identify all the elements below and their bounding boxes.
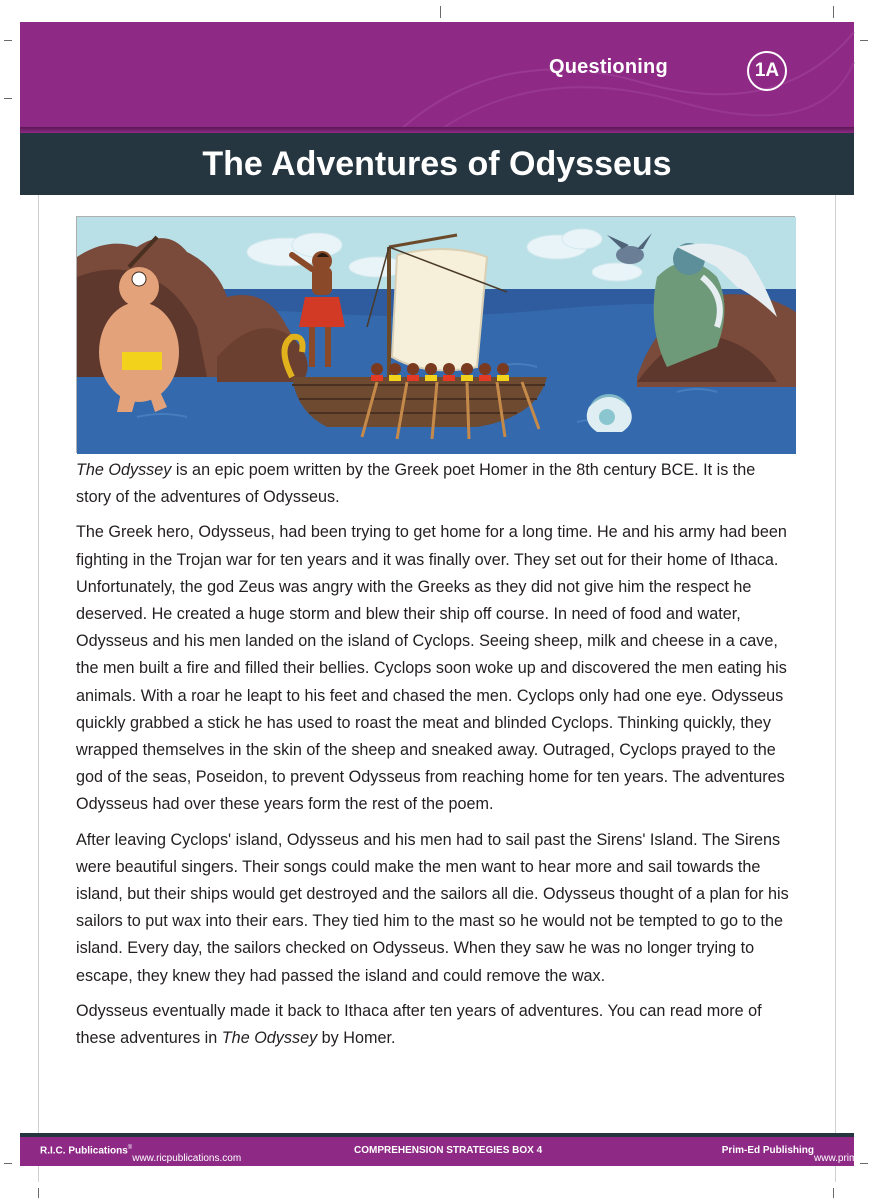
paragraph-text: is an epic poem written by the Greek poet Homer in the 8th century BCE. It is the story of the adventures of Odysseus. xyxy=(76,461,756,507)
odysseus-illustration xyxy=(76,216,795,453)
card-id-badge: 1A xyxy=(747,51,787,91)
crop-mark xyxy=(440,6,441,18)
publisher-name: Prim-Ed Publishing xyxy=(721,1145,814,1156)
article-body xyxy=(76,457,792,1060)
footer-right xyxy=(721,1145,893,1164)
crop-mark xyxy=(38,1188,39,1198)
crop-mark xyxy=(833,1188,834,1198)
crop-mark xyxy=(860,40,868,41)
paragraph-1 xyxy=(76,457,792,511)
publisher-url: www.ricpublications.com xyxy=(132,1153,242,1164)
crop-mark xyxy=(4,40,12,41)
publisher-url: www.prim-ed.com xyxy=(814,1153,893,1164)
crop-mark xyxy=(4,1163,12,1164)
crop-mark xyxy=(4,98,12,99)
footer-series: COMPREHENSION STRATEGIES BOX 4 xyxy=(354,1145,543,1156)
footer-bar xyxy=(20,1133,893,1166)
paragraph-text: Odysseus eventually made it back to Ithaca after ten years of adventures. You can read more of these adventures in xyxy=(76,1001,762,1048)
strategy-label: Questioning xyxy=(549,56,668,78)
paragraph-2: The Greek hero, Odysseus, had been trying to get home for a long time. He and his army had been fighting in the Trojan war for ten years and it was finally over. They set out for their home of Ithaca. Unfortunately, the god Zeus was angry with the Greeks as they did not give him the respect he deserved. He created a huge storm and blew their ship off course. In need of food and water, Odysseus and his men landed on the island of Cyclops. Seeing sheep, milk and cheese in a cave, the men built a fire and filled their bellies. Cyclops soon woke up and discovered the men eating his animals. With a roar he leapt to his feet and chased the men. Cyclops only had one eye. Odysseus quickly grabbed a stick he has used to roast the meat and blinded Cyclops. Thinking quickly, they wrapped themselves in the skin of the sheep and sneaked away. Outraged, Cyclops prayed to the god of the seas, Poseidon, to prevent Odysseus from reaching home for ten years. The adventures Odysseus had over these years form the rest of the poem. xyxy=(76,523,787,814)
paragraph-3: After leaving Cyclops' island, Odysseus and his men had to sail past the Sirens' Island. The Sirens were beautiful singers. Their songs could make the men want to hear more and sail towards the island, but their ships would get destroyed and the sailors all die. Odysseus thought of a plan for his sailors to put wax into their ears. They tied him to the mast so he would not be tempted to go to the island. Every day, the sailors checked on Odysseus. When they saw he was no longer trying to escape, they knew they had passed the island and could remove the wax. xyxy=(76,830,789,985)
header-band xyxy=(20,22,854,130)
publisher-name: R.I.C. Publications xyxy=(40,1145,128,1157)
paragraph-4 xyxy=(76,998,792,1052)
registered-mark: ® xyxy=(127,1145,133,1151)
crop-mark xyxy=(833,6,834,18)
scene-image xyxy=(77,217,796,454)
book-title-italic: The Odyssey xyxy=(76,461,172,479)
book-title-italic: The Odyssey xyxy=(221,1029,318,1048)
paragraph-text: by Homer. xyxy=(317,1029,396,1048)
header-swirl-decoration xyxy=(20,22,854,130)
page-title: The Adventures of Odysseus xyxy=(202,144,672,183)
title-band xyxy=(20,133,854,195)
footer-left xyxy=(40,1145,242,1164)
